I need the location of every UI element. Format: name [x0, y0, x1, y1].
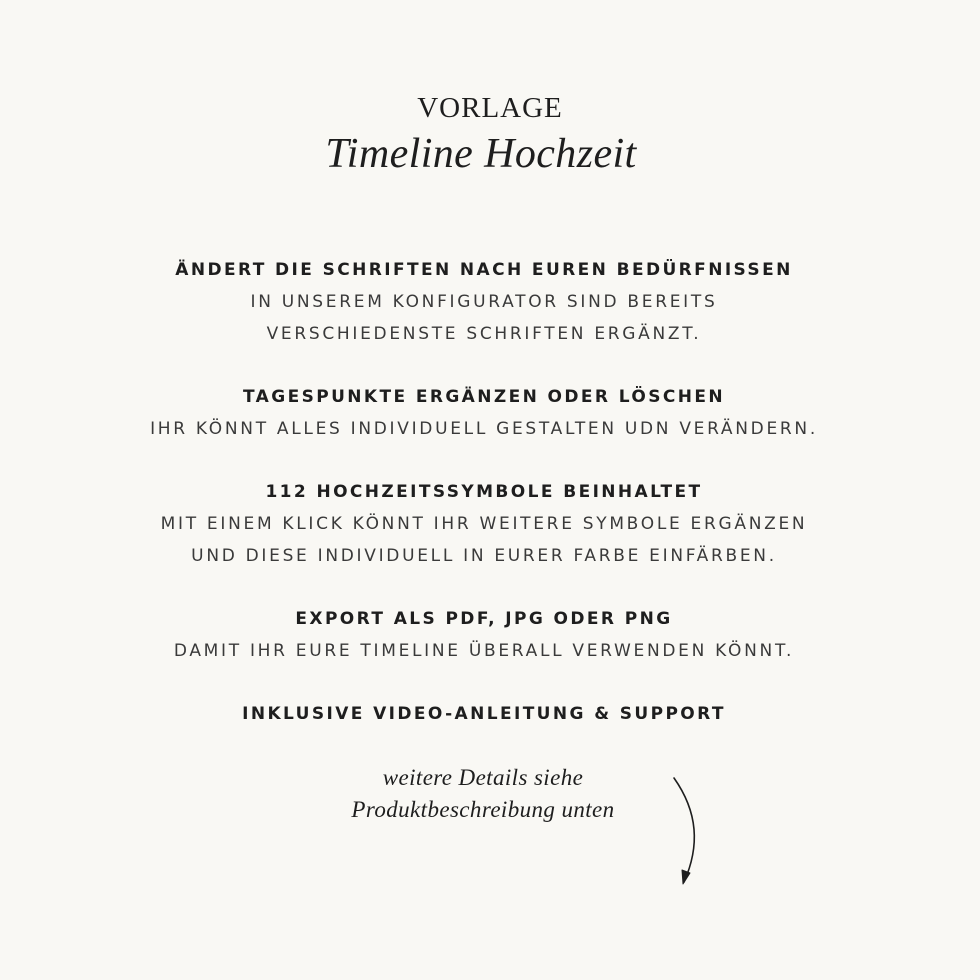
- feature-fonts: [0, 254, 968, 350]
- feature-heading: INKLUSIVE VIDEO-ANLEITUNG & SUPPORT: [242, 704, 726, 724]
- feature-line: MIT EINEM KLICK KÖNNT IHR WEITERE SYMBOLE ERGÄNZEN: [160, 514, 808, 534]
- feature-heading: 112 HOCHZEITSSYMBOLE BEINHALTET: [265, 482, 703, 502]
- title-kicker: VORLAGE: [417, 92, 563, 124]
- feature-line: UND DIESE INDIVIDUELL IN EURER FARBE EINFÄRBEN.: [191, 546, 777, 566]
- curved-arrow-down-icon: [668, 774, 708, 890]
- details-note: [0, 762, 966, 826]
- feature-line: IHR KÖNNT ALLES INDIVIDUELL GESTALTEN UDN VERÄNDERN.: [150, 419, 818, 439]
- details-line: Produktbeschreibung unten: [351, 797, 615, 822]
- feature-support: [0, 698, 968, 730]
- feature-heading: EXPORT ALS PDF, JPG ODER PNG: [295, 609, 673, 629]
- feature-line: VERSCHIEDENSTE SCHRIFTEN ERGÄNZT.: [266, 324, 702, 344]
- feature-line: DAMIT IHR EURE TIMELINE ÜBERALL VERWENDEN KÖNNT.: [173, 641, 795, 661]
- page-title: Timeline Hochzeit: [325, 131, 637, 177]
- feature-list: [0, 254, 968, 761]
- feature-line: IN UNSEREM KONFIGURATOR SIND BEREITS: [250, 292, 718, 312]
- feature-heading: ÄNDERT DIE SCHRIFTEN NACH EUREN BEDÜRFNISSEN: [175, 260, 793, 280]
- feature-schedule: [0, 381, 968, 445]
- feature-export: [0, 603, 968, 667]
- details-line: weitere Details siehe: [382, 765, 584, 790]
- feature-heading: TAGESPUNKTE ERGÄNZEN ODER LÖSCHEN: [242, 387, 725, 407]
- feature-symbols: [0, 476, 968, 572]
